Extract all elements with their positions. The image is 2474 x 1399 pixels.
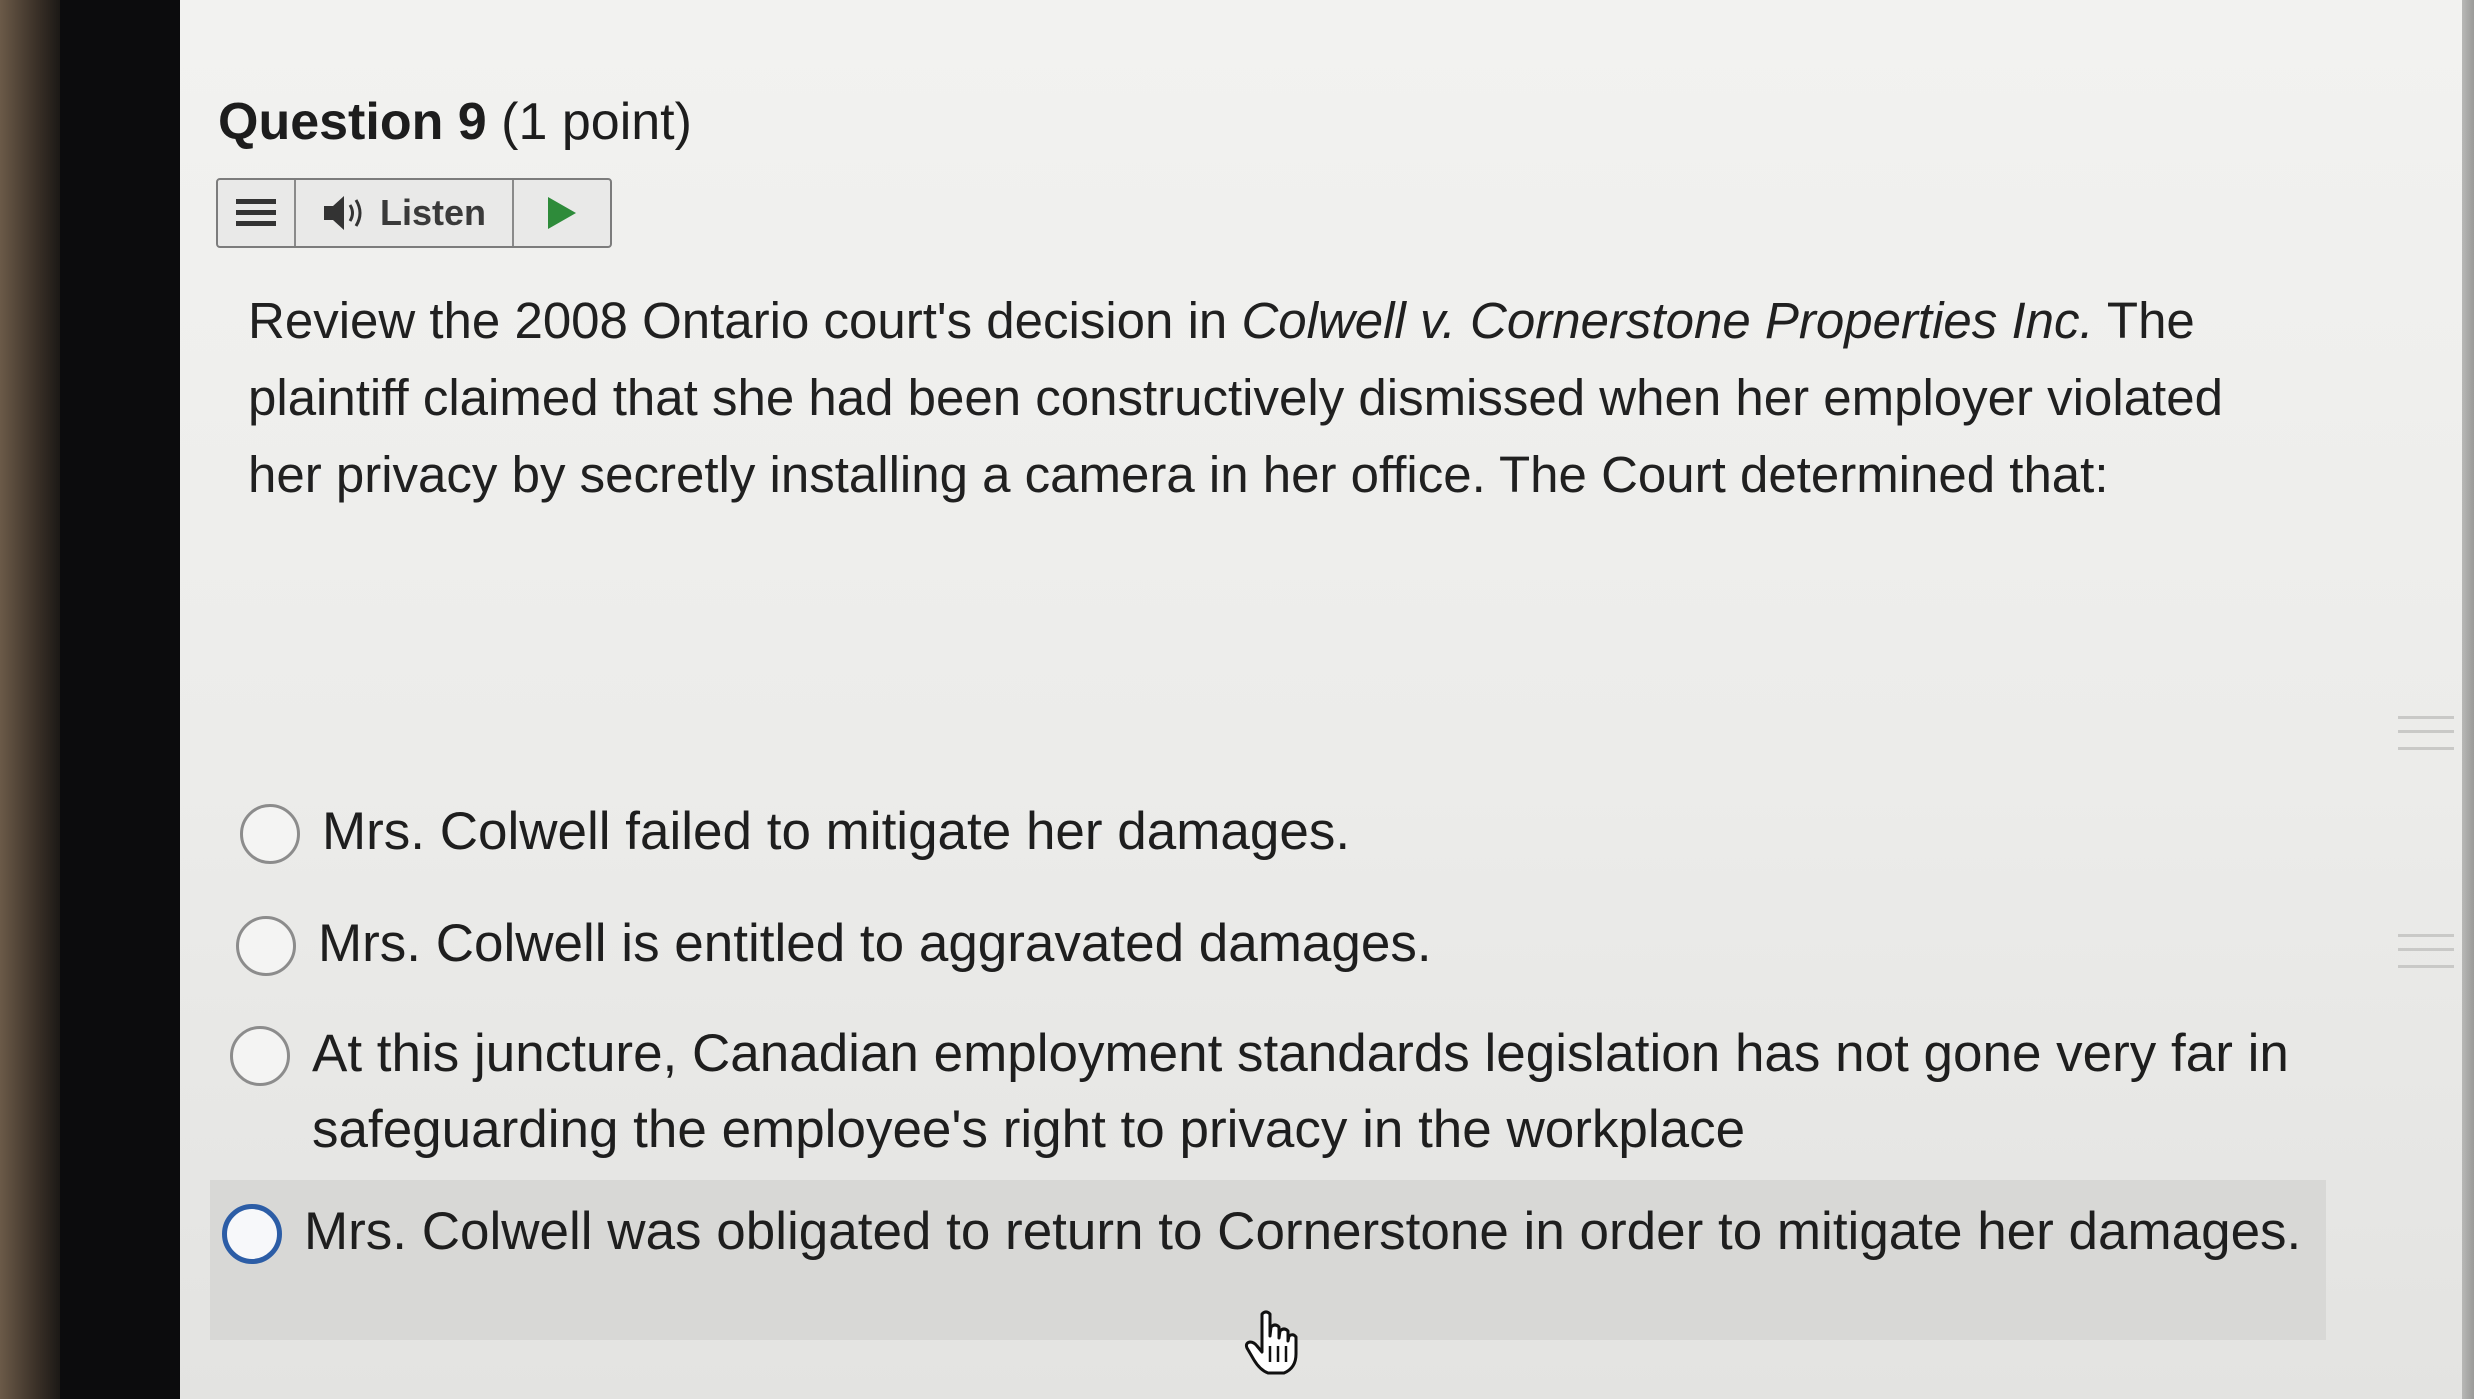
listen-button[interactable] <box>296 180 514 246</box>
question-points: (1 point) <box>501 93 692 151</box>
question-header <box>218 92 692 152</box>
answer-option-4[interactable] <box>222 1194 2302 1270</box>
prompt-text-end: The plaintiff claimed that she had been constructively dismissed when her employer violated her privacy by secretly installing a camera in her office. The Court determined that: <box>248 292 2223 503</box>
menu-button[interactable] <box>218 180 296 246</box>
speaker-icon <box>322 193 370 233</box>
hamburger-menu-icon <box>236 197 276 229</box>
scrollbar-grip[interactable] <box>2398 716 2454 750</box>
option-label: Mrs. Colwell failed to mitigate her damages. <box>322 802 1351 861</box>
prompt-text-start: Review the 2008 Ontario court's decision in <box>248 292 1242 349</box>
answer-option-1[interactable] <box>240 794 2140 870</box>
radio-button[interactable] <box>222 1204 282 1264</box>
radio-button[interactable] <box>240 804 300 864</box>
monitor-frame <box>60 0 180 1399</box>
read-aloud-toolbar <box>216 178 612 248</box>
monitor-bezel-right <box>2462 0 2474 1399</box>
question-prompt <box>248 282 2308 513</box>
listen-label: Listen <box>379 192 486 233</box>
answer-option-3[interactable] <box>230 1016 2310 1168</box>
monitor-bezel-left <box>0 0 60 1399</box>
answer-option-2[interactable] <box>236 906 2136 982</box>
option-label: Mrs. Colwell was obligated to return to Cornerstone in order to mitigate her damages. <box>304 1202 2302 1261</box>
option-label: Mrs. Colwell is entitled to aggravated damages. <box>318 914 1432 973</box>
question-number: Question 9 <box>218 93 487 151</box>
radio-button[interactable] <box>230 1026 290 1086</box>
play-icon <box>546 196 578 230</box>
scrollbar-grip[interactable] <box>2398 934 2454 968</box>
case-name: Colwell v. Cornerstone Properties Inc. <box>1241 292 2094 349</box>
option-label: At this juncture, Canadian employment standards legislation has not gone very far in safeguarding the employee's right to privacy in the workplace <box>312 1024 2289 1159</box>
hand-cursor-icon <box>1244 1310 1300 1376</box>
radio-button[interactable] <box>236 916 296 976</box>
play-button[interactable] <box>514 180 610 246</box>
